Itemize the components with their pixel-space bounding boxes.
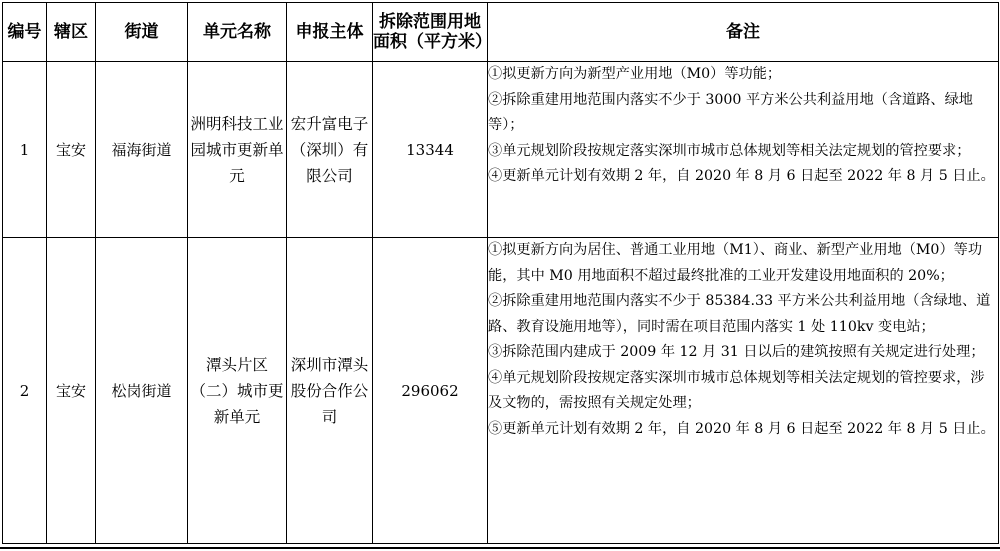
table-row	[3, 62, 999, 238]
header-street: 街道	[96, 3, 188, 62]
cell-notes	[488, 62, 999, 238]
cell-area: 13344	[373, 62, 488, 238]
cell-street: 松岗街道	[96, 238, 188, 544]
cell-district: 宝安	[47, 238, 96, 544]
header-area-line2: 面积（平方米）	[373, 32, 492, 52]
note-item: ④单元规划阶段按规定落实深圳市城市总体规划等相关法定规划的管控要求，涉及文物的，需按照有关规定处理；	[488, 369, 985, 411]
cell-area: 296062	[373, 238, 488, 544]
note-item: ③拆除范围内建成于 2009 年 12 月 31 日以后的建筑按照有关规定进行处理；	[488, 344, 985, 360]
note-item: ①拟更新方向为新型产业用地（M0）等功能；	[488, 66, 782, 82]
header-remarks: 备注	[488, 3, 999, 62]
cell-no: 1	[3, 62, 47, 238]
cell-applicant: 深圳市潭头股份合作公司	[287, 238, 373, 544]
cell-district: 宝安	[47, 62, 96, 238]
header-area-line1: 拆除范围用地	[379, 12, 481, 32]
header-applicant: 申报主体	[287, 3, 373, 62]
note-item: ②拆除重建用地范围内落实不少于 85384.33 平方米公共利益用地（含绿地、道路、教育设施用地等），同时需在项目范围内落实 1 处 110kv 变电站；	[488, 293, 991, 335]
renewal-units-table	[2, 2, 999, 544]
cell-unit-name: 潭头片区（二）城市更新单元	[188, 238, 287, 544]
header-area	[373, 3, 492, 62]
note-item: ⑤更新单元计划有效期 2 年，自 2020 年 8 月 6 日起至 2022 年 8 月 5 日止。	[488, 420, 995, 437]
cell-no: 2	[3, 238, 47, 544]
header-row	[3, 3, 999, 62]
note-item: ②拆除重建用地范围内落实不少于 3000 平方米公共利益用地（含道路、绿地等）；	[488, 91, 973, 133]
note-item: ④更新单元计划有效期 2 年，自 2020 年 8 月 6 日起至 2022 年 8 月 5 日止。	[488, 168, 995, 184]
note-item: ③单元规划阶段按规定落实深圳市城市总体规划等相关法定规划的管控要求；	[488, 142, 971, 159]
note-item: ①拟更新方向为居住、普通工业用地（M1）、商业、新型产业用地（M0）等功能，其中 M0 用地面积不超过最终批准的工业开发建设用地面积的 20%；	[488, 242, 983, 284]
cell-notes	[488, 238, 999, 544]
bottom-border	[0, 547, 1000, 549]
header-no: 编号	[3, 3, 47, 62]
cell-unit-name: 洲明科技工业园城市更新单元	[188, 62, 287, 238]
table-row	[3, 238, 999, 544]
header-unit-name: 单元名称	[188, 3, 287, 62]
header-district: 辖区	[47, 3, 96, 62]
cell-street: 福海街道	[96, 62, 188, 238]
cell-applicant: 宏升富电子（深圳）有限公司	[287, 62, 373, 238]
